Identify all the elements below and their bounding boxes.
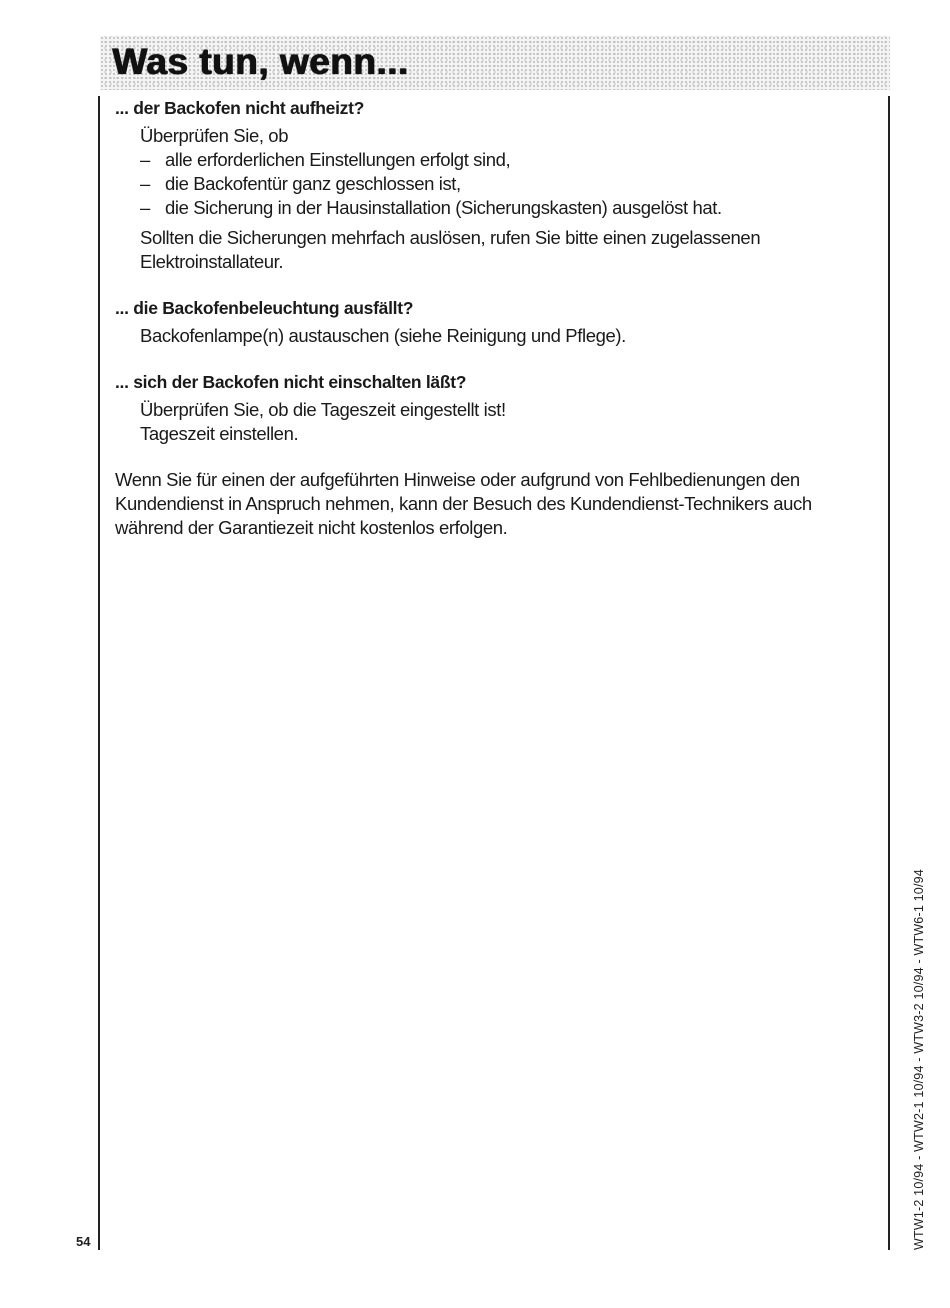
check-list (140, 148, 880, 220)
section-body (140, 124, 880, 274)
time-check: Überprüfen Sie, ob die Tageszeit eingestellt ist! (140, 399, 506, 420)
document-code: WTW1-2 10/94 - WTW2-1 10/94 - WTW3-2 10/94 - WTW6-1 10/94 (912, 869, 926, 1250)
section-body (140, 398, 880, 446)
section-light-failure (115, 296, 880, 348)
section-no-heating (115, 96, 880, 274)
list-item: – alle erforderlichen Einstellungen erfolgt sind, (140, 148, 880, 172)
main-content (115, 96, 880, 540)
list-item: – die Sicherung in der Hausinstallation (Sicherungskasten) ausgelöst hat. (140, 196, 880, 220)
check-intro: Überprüfen Sie, ob (140, 125, 289, 146)
section-no-switch-on (115, 370, 880, 446)
right-margin-rule (888, 96, 890, 1250)
closing-paragraph: Wenn Sie für einen der aufgeführten Hinweise oder aufgrund von Fehlbedienungen den Kundendienst in Anspruch nehmen, kann der Besuch des Kundendienst-Technikers auch während der Garantiezeit nicht kostenlos erfolgen. (115, 469, 812, 538)
list-item: – die Backofentür ganz geschlossen ist, (140, 172, 880, 196)
section-body (140, 324, 880, 348)
fuse-note: Sollten die Sicherungen mehrfach auslösen, rufen Sie bitte einen zugelassenen Elektroinstallateur. (140, 227, 761, 272)
time-set: Tageszeit einstellen. (140, 423, 299, 444)
page-number: 54 (76, 1234, 91, 1249)
section-heading: ... die Backofenbeleuchtung ausfällt? (115, 298, 414, 318)
section-heading: ... der Backofen nicht aufheizt? (115, 98, 365, 118)
lamp-instruction: Backofenlampe(n) austauschen (siehe Reinigung und Pflege). (140, 325, 626, 346)
left-margin-rule (98, 96, 100, 1250)
page-title: Was tun, wenn... (112, 41, 409, 82)
section-heading: ... sich der Backofen nicht einschalten läßt? (115, 372, 467, 392)
